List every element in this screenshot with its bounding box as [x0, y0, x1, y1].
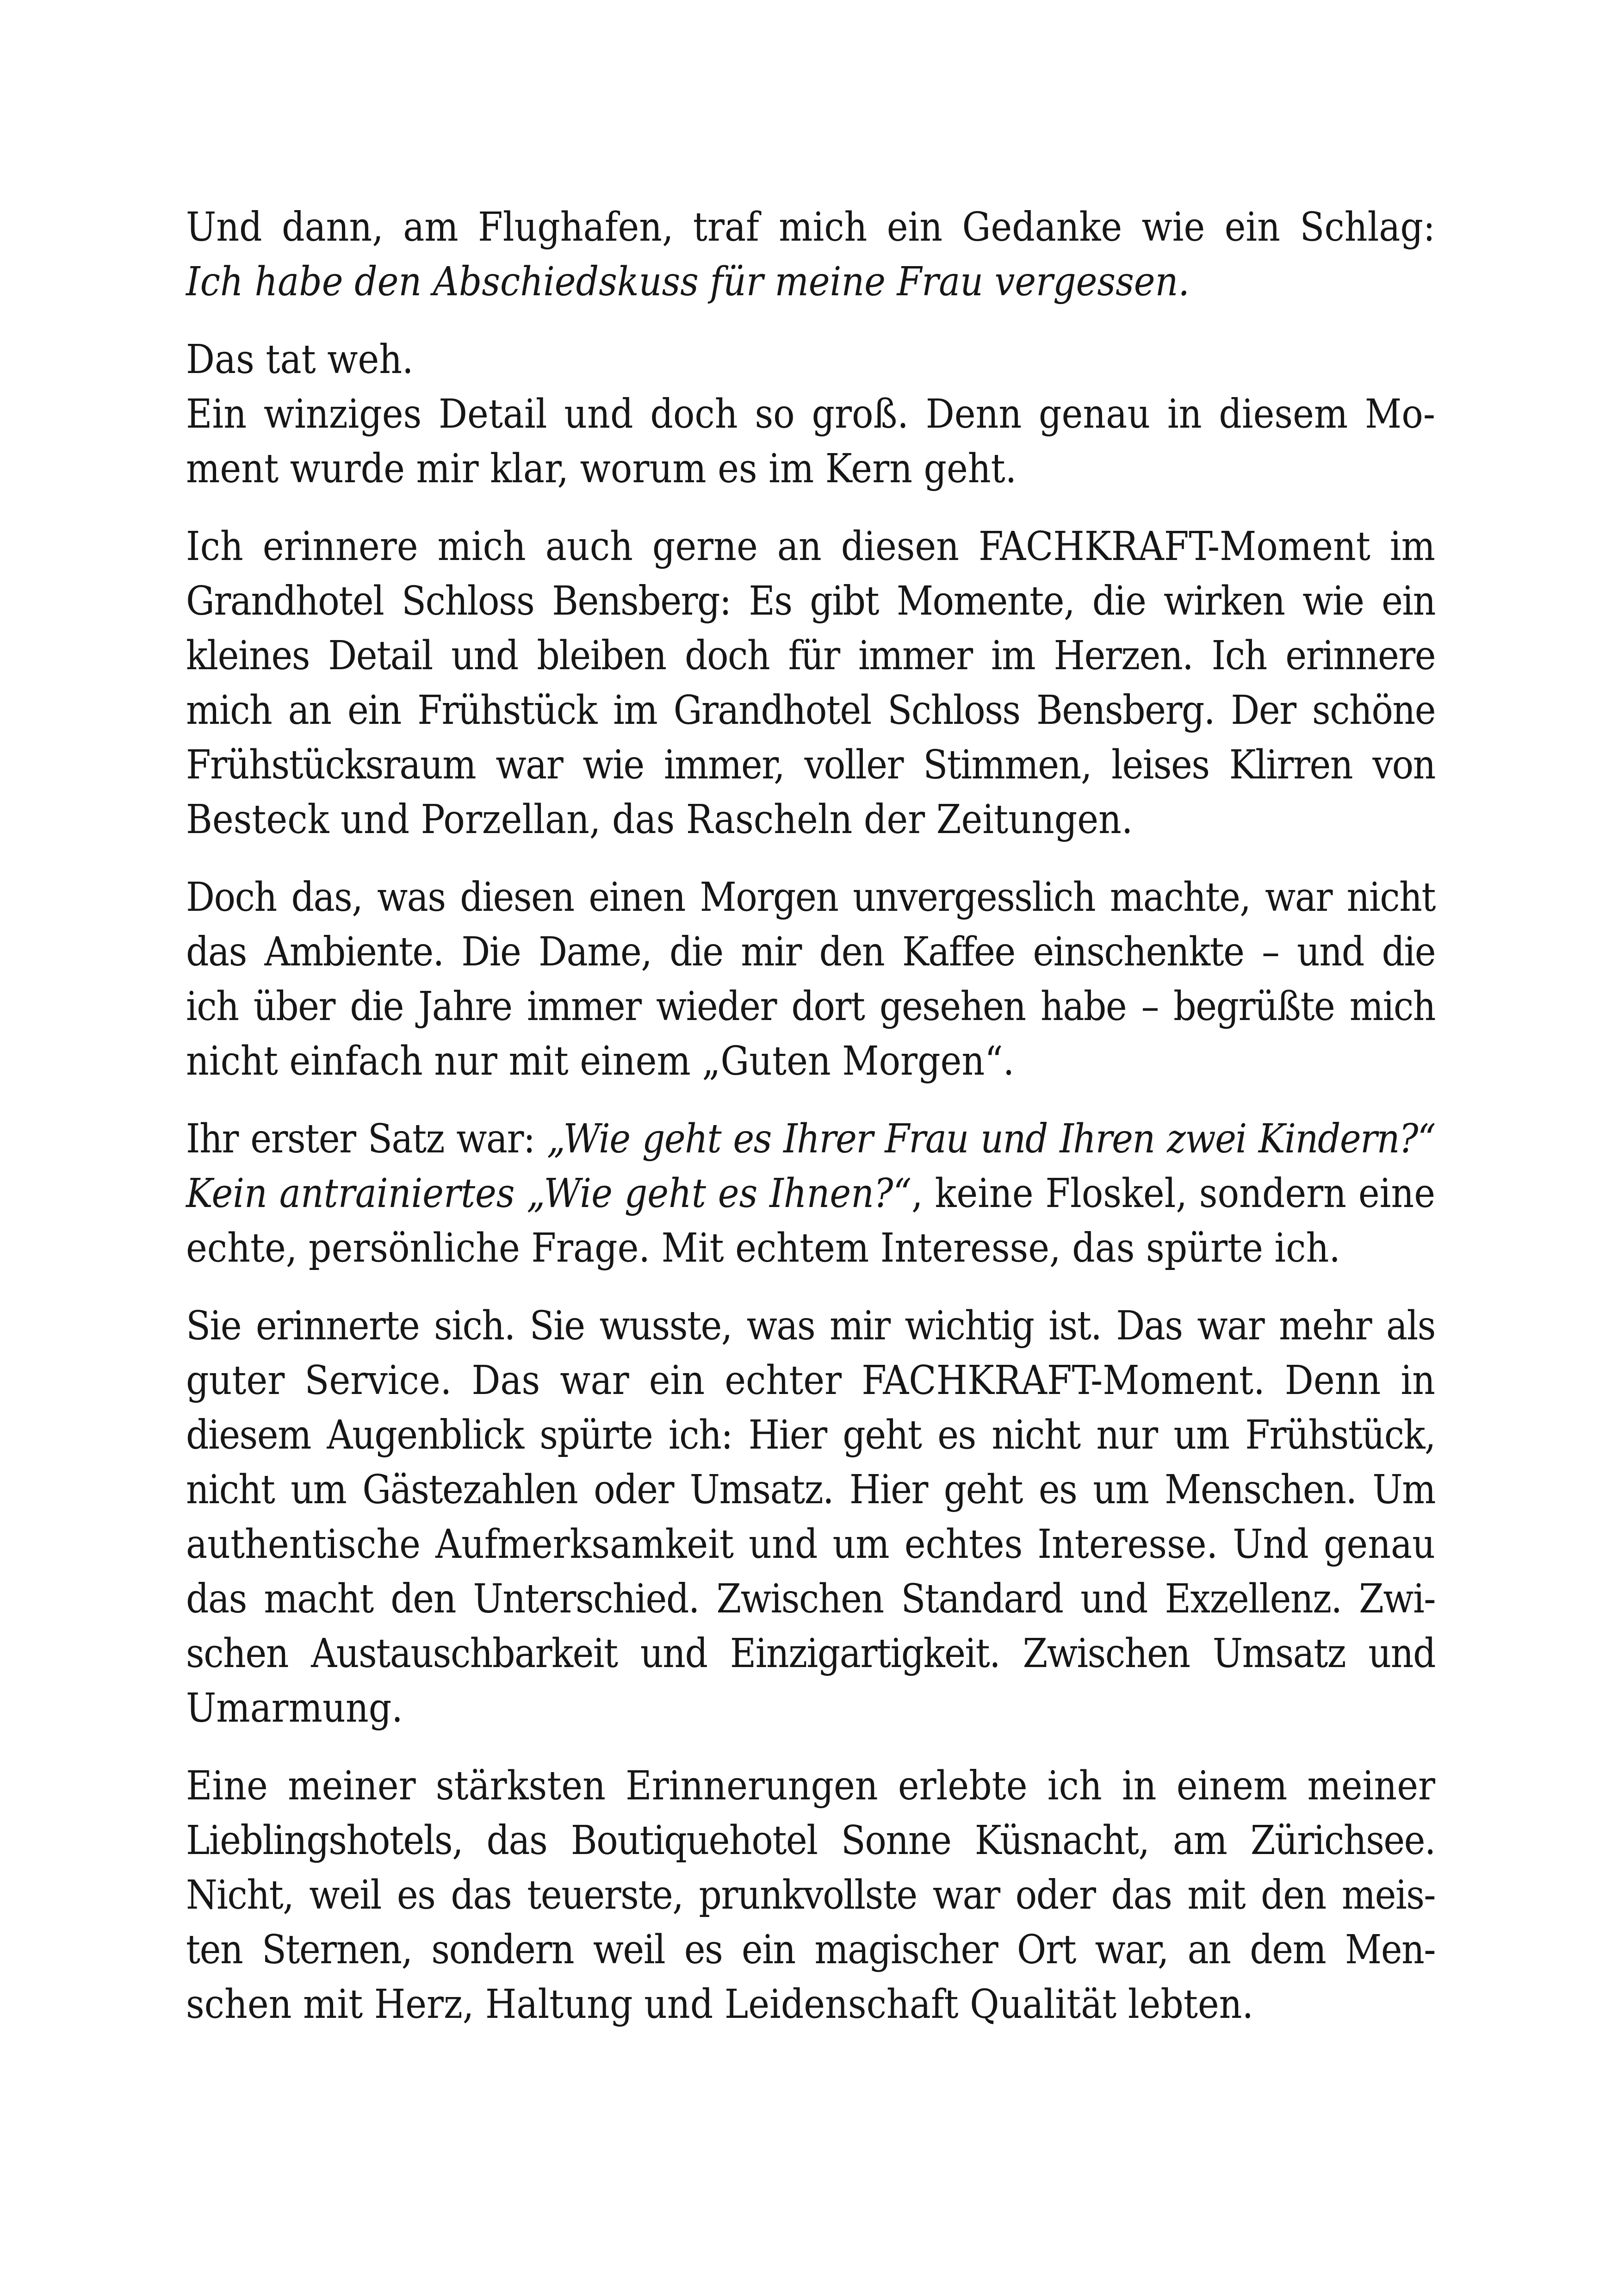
text-line: Ein winziges Detail und doch so groß. Denn genau in diesem Mo- — [186, 391, 1435, 437]
paragraph-1 — [186, 200, 1435, 309]
italic-quote: „Wie geht es Ihrer Frau und Ihren zwei Kindern?“ — [546, 1116, 1435, 1162]
text-line: das macht den Unterschied. Zwischen Standard und Exzellenz. Zwi- — [186, 1576, 1435, 1622]
text-line: ten Sternen, sondern weil es ein magischer Ort war, an dem Men- — [186, 1927, 1435, 1973]
text-line: echte, persönliche Frage. Mit echtem Interesse, das spürte ich. — [186, 1225, 1340, 1271]
mixed-text-line — [186, 1112, 1435, 1166]
paragraph-2 — [186, 332, 1435, 496]
text-span: , keine Floskel, sondern eine — [911, 1170, 1435, 1217]
paragraph-7 — [186, 1759, 1435, 2032]
text-line: Lieblingshotels, das Boutiquehotel Sonne Küsnacht, am Zürichsee. — [186, 1817, 1435, 1864]
text-line: Frühstücksraum war wie immer, voller Stimmen, leises Klirren von — [186, 742, 1435, 788]
mixed-text-line — [186, 1166, 1435, 1221]
text-line: Doch das, was diesen einen Morgen unvergesslich machte, war nicht — [186, 874, 1435, 921]
paragraph-3 — [186, 519, 1435, 847]
text-line: schen mit Herz, Haltung und Leidenschaft Qualität lebten. — [186, 1981, 1254, 2028]
paragraph-4 — [186, 870, 1435, 1089]
text-line: kleines Detail und bleiben doch für immer im Herzen. Ich erinnere — [186, 633, 1435, 679]
text-line: Nicht, weil es das teuerste, prunkvollste war oder das mit den meis- — [186, 1872, 1435, 1918]
text-span: Ihr erster Satz war: — [186, 1116, 547, 1162]
text-line: Grandhotel Schloss Bensberg: Es gibt Momente, die wirken wie ein — [186, 578, 1435, 624]
paragraph-6 — [186, 1299, 1435, 1736]
text-line: nicht einfach nur mit einem „Guten Morgen“. — [186, 1038, 1015, 1084]
text-line: Besteck und Porzellan, das Rascheln der Zeitungen. — [186, 796, 1133, 843]
text-line: ich über die Jahre immer wieder dort gesehen habe – begrüßte mich — [186, 983, 1435, 1030]
text-line: mich an ein Frühstück im Grandhotel Schloss Bensberg. Der schöne — [186, 687, 1435, 734]
text-line: das Ambiente. Die Dame, die mir den Kaffee einschenkte – und die — [186, 929, 1435, 975]
text-line: Das tat weh. — [186, 336, 414, 383]
text-line: schen Austauschbarkeit und Einzigartigkeit. Zwischen Umsatz und — [186, 1630, 1435, 1677]
document-page — [186, 200, 1435, 2055]
text-line: diesem Augenblick spürte ich: Hier geht es nicht nur um Frühstück, — [186, 1412, 1435, 1458]
text-line: Eine meiner stärksten Erinnerungen erlebte ich in einem meiner — [186, 1763, 1435, 1809]
text-line: Umarmung. — [186, 1685, 403, 1731]
text-line: nicht um Gästezahlen oder Umsatz. Hier geht es um Menschen. Um — [186, 1467, 1435, 1513]
text-line: guter Service. Das war ein echter FACHKRAFT-Moment. Denn in — [186, 1357, 1435, 1404]
italic-text-line: Ich habe den Abschiedskuss für meine Frau vergessen. — [186, 259, 1190, 305]
text-line: authentische Aufmerksamkeit und um echtes Interesse. Und genau — [186, 1521, 1435, 1568]
text-line: ment wurde mir klar, worum es im Kern geht. — [186, 446, 1017, 492]
text-line: Ich erinnere mich auch gerne an diesen FACHKRAFT-Moment im — [186, 523, 1435, 570]
paragraph-5 — [186, 1112, 1435, 1276]
italic-quote: Kein antrainiertes „Wie geht es Ihnen?“ — [186, 1170, 912, 1217]
text-line: Sie erinnerte sich. Sie wusste, was mir wichtig ist. Das war mehr als — [186, 1303, 1435, 1349]
text-line: Und dann, am Flughafen, traf mich ein Gedanke wie ein Schlag: — [186, 204, 1435, 250]
